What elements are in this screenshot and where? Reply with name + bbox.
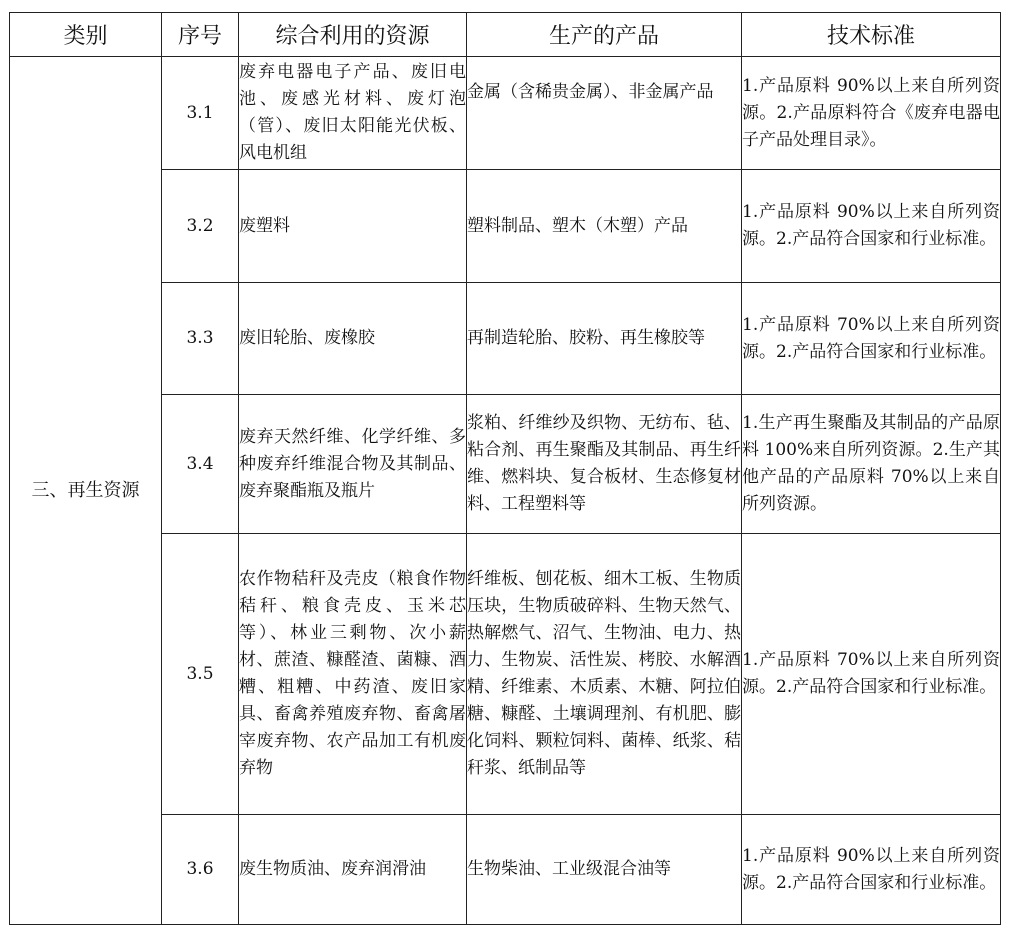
resource-cell: 废生物质油、废弃润滑油 xyxy=(239,815,467,925)
standard-cell: 1.产品原料 90%以上来自所列资源。2.产品符合国家和行业标准。 xyxy=(742,815,1001,925)
resource-cell: 废旧轮胎、废橡胶 xyxy=(239,283,467,395)
standard-cell: 1.产品原料 70%以上来自所列资源。2.产品符合国家和行业标准。 xyxy=(742,534,1001,815)
product-cell: 浆粕、纤维纱及织物、无纺布、毡、粘合剂、再生聚酯及其制品、再生纤维、燃料块、复合板材、生态修复材料、工程塑料等 xyxy=(467,395,742,534)
product-cell: 纤维板、刨花板、细木工板、生物质压块，生物质破碎料、生物天然气、热解燃气、沼气、生物油、电力、热力、生物炭、活性炭、栲胶、水解酒精、纤维素、木质素、木糖、阿拉伯糖、糠醛、土壤调理剂、有机肥、膨化饲料、颗粒饲料、菌棒、纸浆、秸秆浆、纸制品等 xyxy=(467,534,742,815)
standard-cell: 1.产品原料 70%以上来自所列资源。2.产品符合国家和行业标准。 xyxy=(742,283,1001,395)
row-number: 3.1 xyxy=(162,57,239,170)
product-cell: 再制造轮胎、胶粉、再生橡胶等 xyxy=(467,283,742,395)
table-row xyxy=(10,57,1001,170)
header-category: 类别 xyxy=(10,13,162,57)
standard-cell: 1.产品原料 90%以上来自所列资源。2.产品符合国家和行业标准。 xyxy=(742,170,1001,283)
resource-cell: 废弃电器电子产品、废旧电池、废感光材料、废灯泡（管）、废旧太阳能光伏板、风电机组 xyxy=(239,57,467,170)
resource-cell: 废塑料 xyxy=(239,170,467,283)
table-header-row xyxy=(10,13,1001,57)
header-resource: 综合利用的资源 xyxy=(239,13,467,57)
row-number: 3.6 xyxy=(162,815,239,925)
category-cell: 三、再生资源 xyxy=(10,57,162,925)
standard-cell: 1.生产再生聚酯及其制品的产品原料 100%来自所列资源。2.生产其他产品的产品原料 70%以上来自所列资源。 xyxy=(742,395,1001,534)
row-number: 3.4 xyxy=(162,395,239,534)
product-cell: 生物柴油、工业级混合油等 xyxy=(467,815,742,925)
header-number: 序号 xyxy=(162,13,239,57)
resource-cell: 农作物秸秆及壳皮（粮食作物秸秆、粮食壳皮、玉米芯等）、林业三剩物、次小薪材、蔗渣、糠醛渣、菌糠、酒糟、粗糟、中药渣、废旧家具、畜禽养殖废弃物、畜禽屠宰废弃物、农产品加工有机废弃物 xyxy=(239,534,467,815)
row-number: 3.2 xyxy=(162,170,239,283)
resource-table xyxy=(9,12,1001,925)
resource-cell: 废弃天然纤维、化学纤维、多种废弃纤维混合物及其制品、废弃聚酯瓶及瓶片 xyxy=(239,395,467,534)
standard-cell: 1.产品原料 90%以上来自所列资源。2.产品原料符合《废弃电器电子产品处理目录》。 xyxy=(742,57,1001,170)
row-number: 3.3 xyxy=(162,283,239,395)
header-standard: 技术标准 xyxy=(742,13,1001,57)
header-product: 生产的产品 xyxy=(467,13,742,57)
product-cell: 塑料制品、塑木（木塑）产品 xyxy=(467,170,742,283)
row-number: 3.5 xyxy=(162,534,239,815)
product-cell: 金属（含稀贵金属）、非金属产品 xyxy=(467,57,742,170)
